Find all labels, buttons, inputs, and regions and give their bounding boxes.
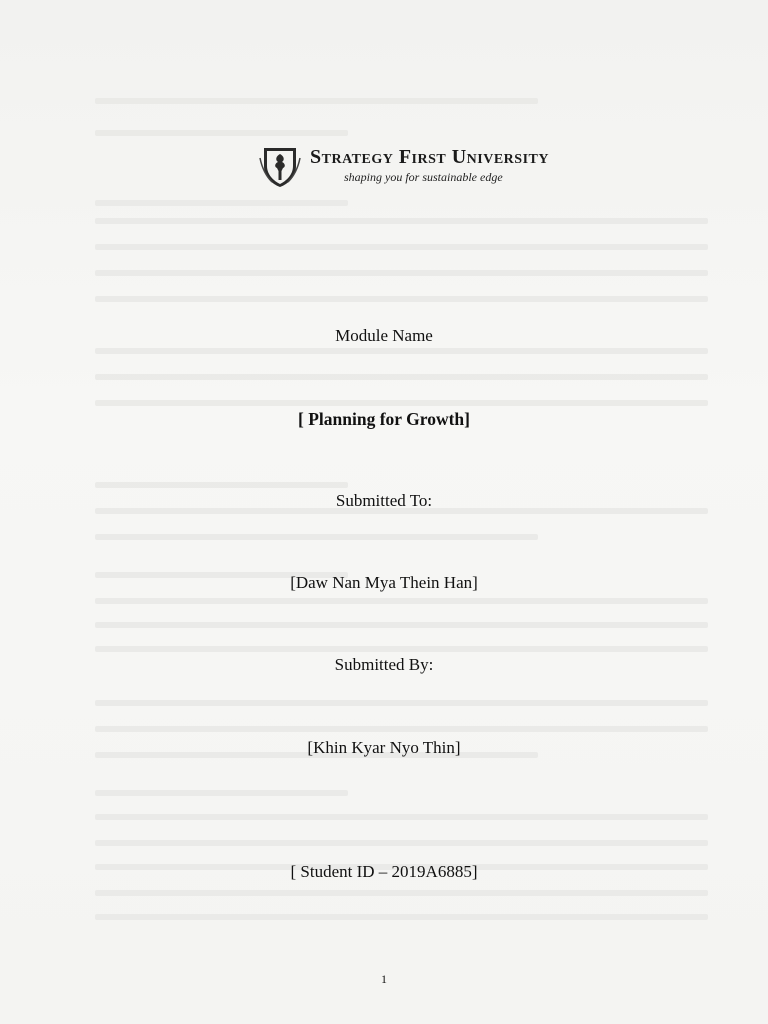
page-number: 1 bbox=[381, 972, 387, 986]
university-tagline: shaping you for sustainable edge bbox=[344, 170, 503, 184]
bleed-through-line bbox=[95, 646, 708, 652]
submitted-by-name: [Khin Kyar Nyo Thin] bbox=[307, 738, 461, 757]
submitted-to-name: [Daw Nan Mya Thein Han] bbox=[290, 573, 478, 592]
bleed-through-line bbox=[95, 348, 708, 354]
bleed-through-line bbox=[95, 890, 708, 896]
bleed-through-line bbox=[95, 244, 708, 250]
bleed-through-line bbox=[95, 814, 708, 820]
crest-icon bbox=[258, 144, 302, 188]
bleed-through-line bbox=[95, 622, 708, 628]
bleed-through-line bbox=[95, 218, 708, 224]
module-title: [ Planning for Growth] bbox=[298, 409, 470, 429]
bleed-through-line bbox=[95, 374, 708, 380]
bleed-through-line bbox=[95, 840, 708, 846]
bleed-through-line bbox=[95, 270, 708, 276]
bleed-through-line bbox=[95, 534, 538, 540]
bleed-through-line bbox=[95, 400, 708, 406]
bleed-through-line bbox=[95, 726, 708, 732]
bleed-through-line bbox=[95, 598, 708, 604]
bleed-through-line bbox=[95, 482, 348, 488]
bleed-through-line bbox=[95, 200, 348, 206]
university-logo bbox=[258, 140, 578, 192]
submitted-by-label: Submitted By: bbox=[334, 655, 434, 674]
module-name-label: Module Name bbox=[335, 326, 433, 345]
bleed-through-line bbox=[95, 130, 348, 136]
submitted-to-label: Submitted To: bbox=[335, 491, 433, 510]
bleed-through-line bbox=[95, 914, 708, 920]
university-name: Strategy First University bbox=[310, 146, 549, 168]
bleed-through-line bbox=[95, 296, 708, 302]
bleed-through-line bbox=[95, 98, 538, 104]
bleed-through-line bbox=[95, 700, 708, 706]
student-id: [ Student ID – 2019A6885] bbox=[290, 862, 478, 881]
bleed-through-line bbox=[95, 790, 348, 796]
